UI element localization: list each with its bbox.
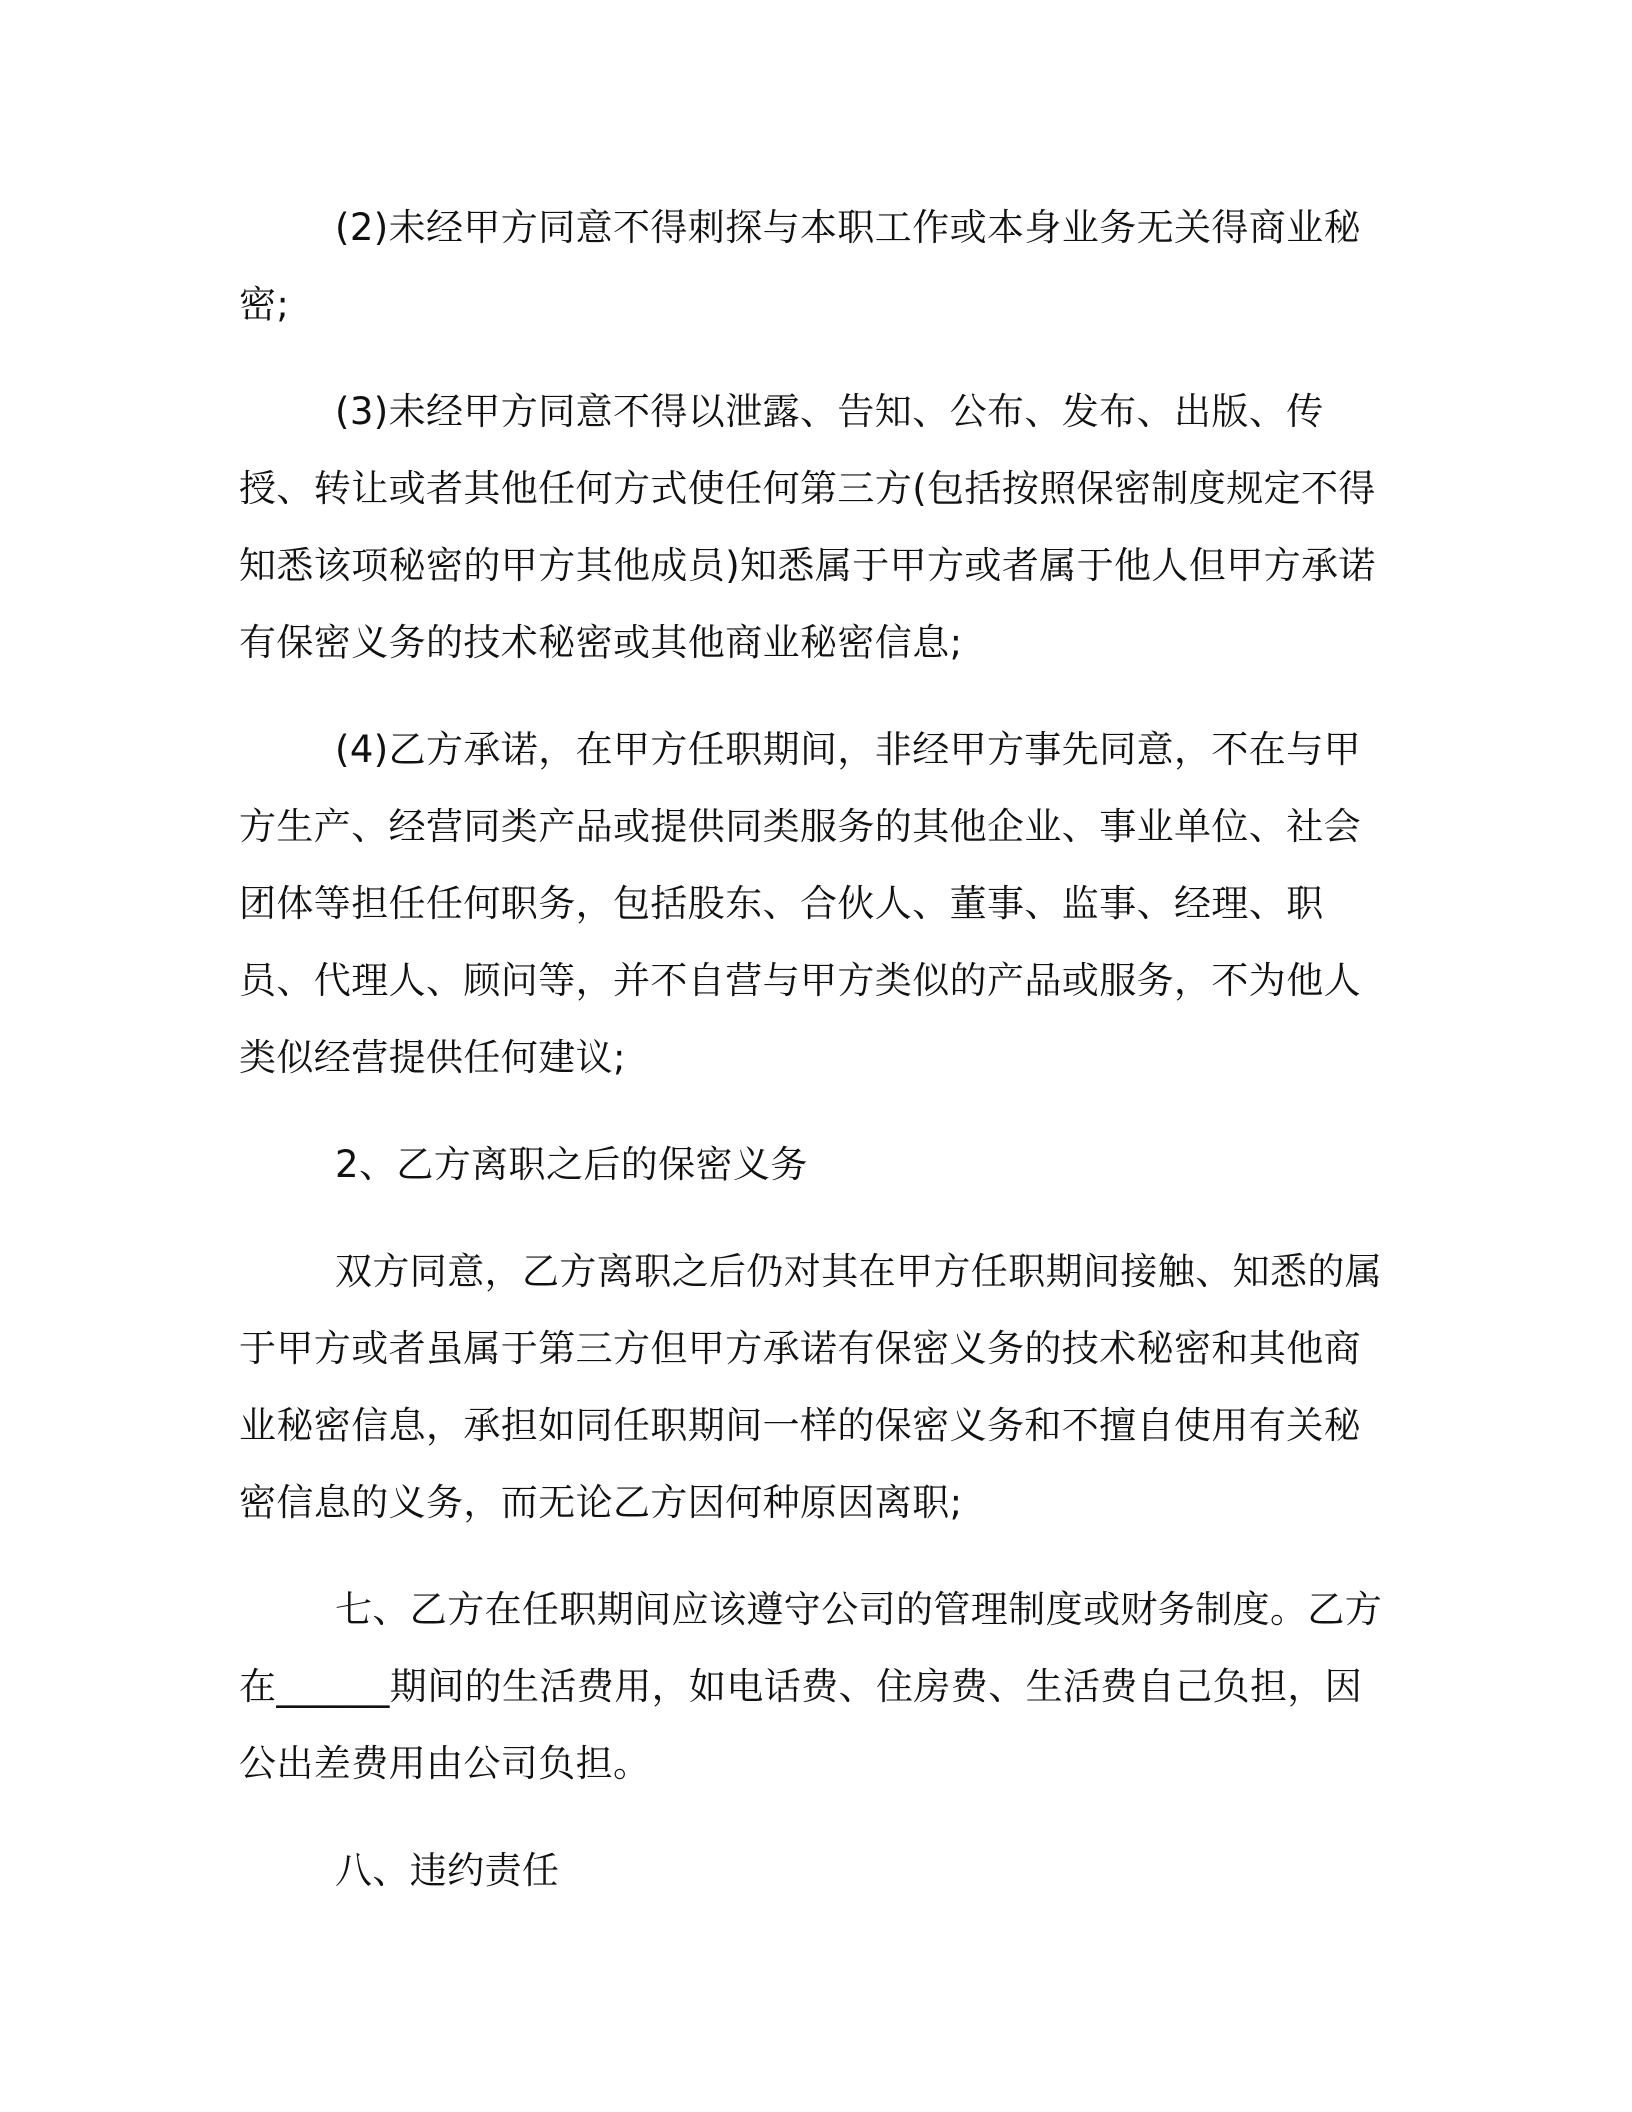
- article-seven-paragraph: 七、乙方在任职期间应该遵守公司的管理制度或财务制度。乙方在______期间的生活费用，如电话费、住房费、生活费自己负担，因公出差费用由公司负担。: [239, 1588, 1383, 1785]
- section-heading-post-resignation: 2、乙方离职之后的保密义务: [335, 1143, 808, 1186]
- clause-2-paragraph: (2)未经甲方同意不得刺探与本职工作或本身业务无关得商业秘密;: [239, 206, 1362, 326]
- article-eight-heading: 八、违约责任: [335, 1849, 560, 1892]
- clause-4-paragraph: (4)乙方承诺，在甲方任职期间，非经甲方事先同意，不在与甲方生产、经营同类产品或提供同类服务的其他企业、事业单位、社会团体等担任任何职务，包括股东、合伙人、董事、监事、经理、职员、代理人、顾问等，并不自营与甲方类似的产品或服务，不为他人类似经营提供任何建议;: [239, 728, 1362, 1079]
- clause-3-paragraph: (3)未经甲方同意不得以泄露、告知、公布、发布、出版、传授、转让或者其他任何方式使任何第三方(包括按照保密制度规定不得知悉该项秘密的甲方其他成员)知悉属于甲方或者属于他人但甲方承诺有保密义务的技术秘密或其他商业秘密信息;: [239, 390, 1376, 664]
- post-resignation-paragraph: 双方同意，乙方离职之后仍对其在甲方任职期间接触、知悉的属于甲方或者虽属于第三方但甲方承诺有保密义务的技术秘密和其他商业秘密信息，承担如同任职期间一样的保密义务和不擅自使用有关秘密信息的义务，而无论乙方因何种原因离职;: [239, 1250, 1383, 1524]
- document-body: [239, 189, 1389, 1909]
